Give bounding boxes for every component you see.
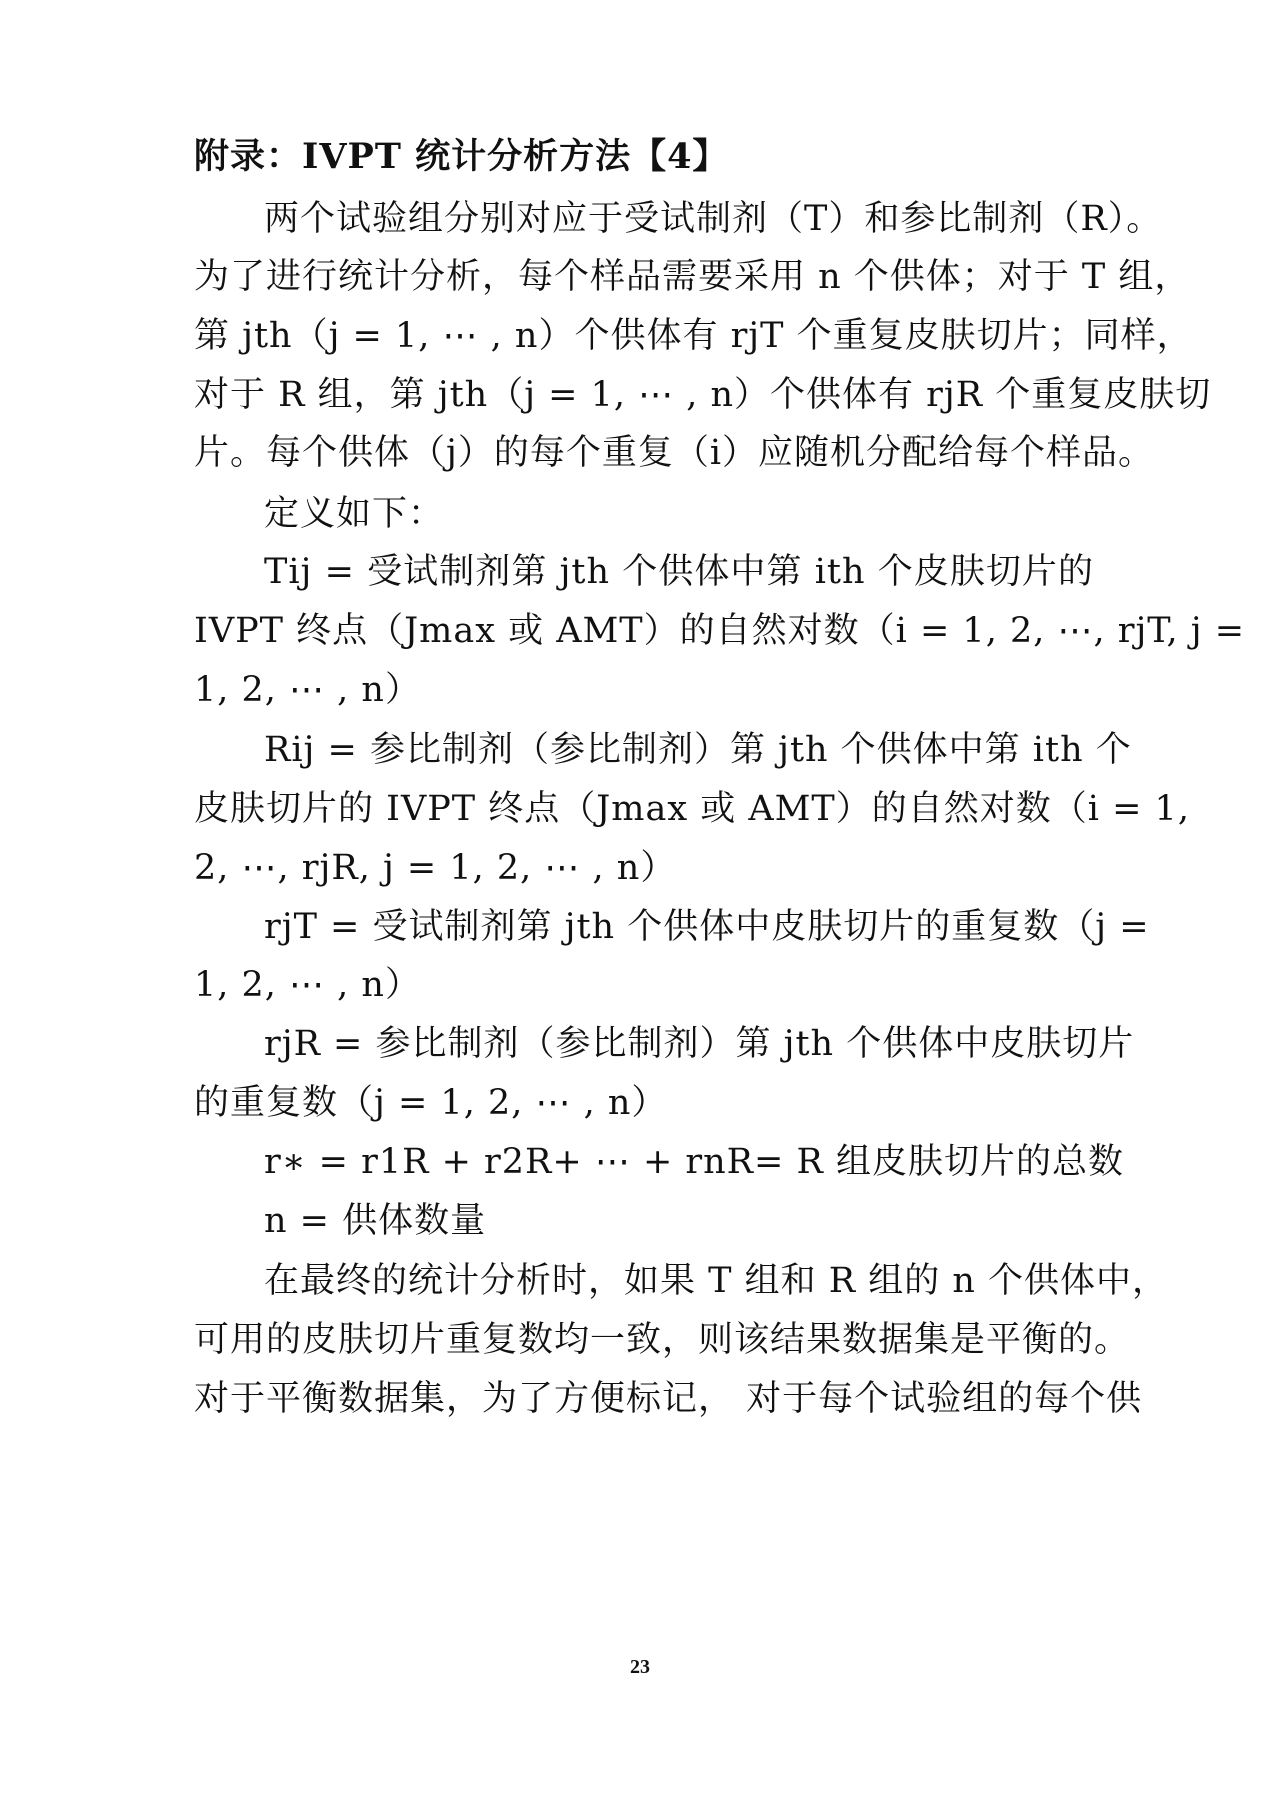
def-R-line-1: Rij = 参比制剂（参比制剂）第 jth 个供体中第 ith 个 bbox=[264, 730, 1132, 770]
def-rR-line-2: 的重复数（j = 1, 2, ⋯ , n） bbox=[194, 1083, 668, 1123]
def-rR-line-1: rjR = 参比制剂（参比制剂）第 jth 个供体中皮肤切片 bbox=[264, 1024, 1135, 1064]
paragraph-1-line-1: 两个试验组分别对应于受试制剂（T）和参比制剂（R）。 bbox=[264, 199, 1163, 239]
def-rstar: r∗ = r1R + r2R+ ⋯ + rnR= R 组皮肤切片的总数 bbox=[264, 1142, 1124, 1182]
def-n: n = 供体数量 bbox=[264, 1201, 487, 1241]
def-R-line-3: 2, ⋯, rjR, j = 1, 2, ⋯ , n） bbox=[194, 848, 677, 888]
def-T-line-2: IVPT 终点（Jmax 或 AMT）的自然对数（i = 1, 2, ⋯, rjT, j = bbox=[194, 611, 1246, 651]
paragraph-2-line-3: 对于平衡数据集，为了方便标记， 对于每个试验组的每个供 bbox=[194, 1379, 1143, 1419]
appendix-heading: 附录：IVPT 统计分析方法【4】 bbox=[194, 136, 729, 177]
def-T-line-3: 1, 2, ⋯ , n） bbox=[194, 670, 421, 710]
def-T-line-1: Tij = 受试制剂第 jth 个供体中第 ith 个皮肤切片的 bbox=[264, 552, 1094, 592]
paragraph-2-line-1: 在最终的统计分析时，如果 T 组和 R 组的 n 个供体中， bbox=[264, 1261, 1168, 1301]
paragraph-1-line-5: 片。每个供体（j）的每个重复（i）应随机分配给每个样品。 bbox=[194, 433, 1155, 473]
page-number: 23 bbox=[630, 1656, 650, 1678]
paragraph-1-line-2: 为了进行统计分析，每个样品需要采用 n 个供体；对于 T 组， bbox=[194, 257, 1191, 297]
define-title: 定义如下： bbox=[264, 494, 445, 534]
paragraph-1-line-3: 第 jth（j = 1, ⋯ , n）个供体有 rjT 个重复皮肤切片；同样， bbox=[194, 316, 1193, 356]
paragraph-1-line-4: 对于 R 组，第 jth（j = 1, ⋯ , n）个供体有 rjR 个重复皮肤切 bbox=[194, 375, 1212, 415]
def-R-line-2: 皮肤切片的 IVPT 终点（Jmax 或 AMT）的自然对数（i = 1, bbox=[194, 789, 1190, 829]
paragraph-2-line-2: 可用的皮肤切片重复数均一致，则该结果数据集是平衡的。 bbox=[194, 1320, 1131, 1360]
def-rT-line-1: rjT = 受试制剂第 jth 个供体中皮肤切片的重复数（j = bbox=[264, 907, 1150, 947]
def-rT-line-2: 1, 2, ⋯ , n） bbox=[194, 965, 421, 1005]
